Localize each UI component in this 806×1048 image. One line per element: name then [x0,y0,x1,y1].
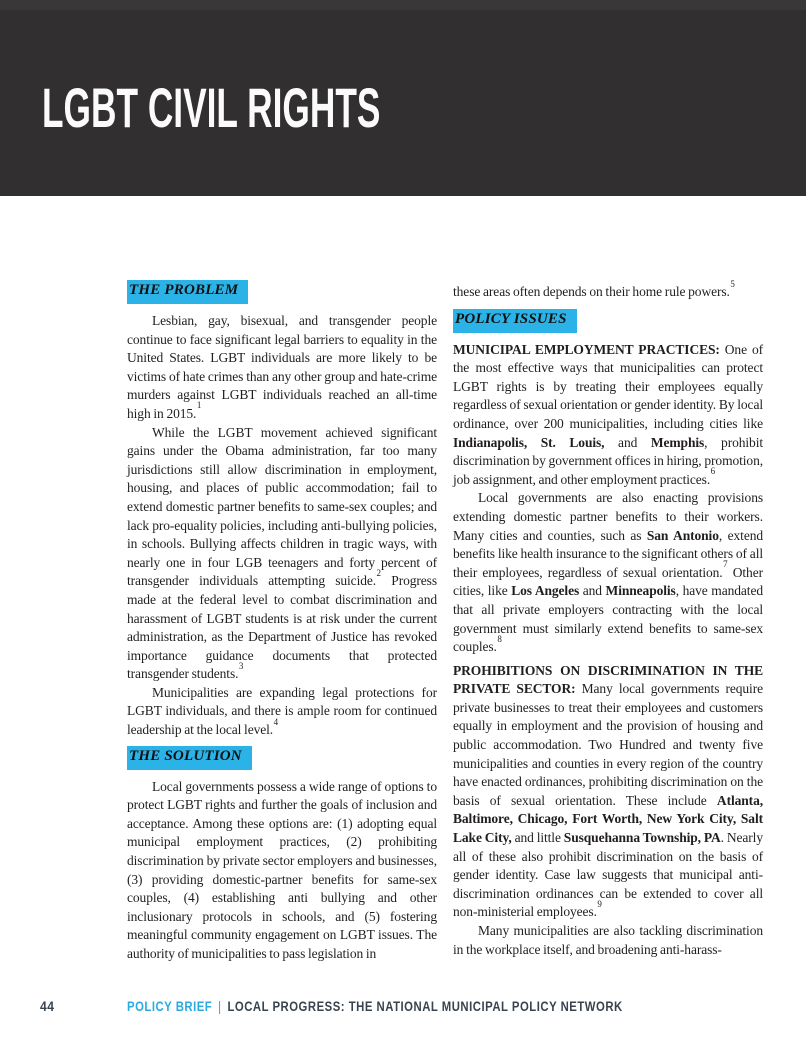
paragraph [127,312,437,424]
footnote-ref: 3 [238,660,244,671]
continuation-paragraphs [453,278,763,302]
text-run: Local governments possess a wide range of options to protect LGBT rights and further the goals of inclusion and acceptance. Among these options are: (1) adopting equal municipal employment practices, (2) prohibiting discrimination by private sector employers and businesses, (3) providing domestic-partner benefits for same-sex couples, (4) establishing anti bullying and other inclusionary protocols in schools, and (5) fostering meaningful community engagement on LGBT issues. The authority of municipalities to pass legislation in [127,778,437,961]
footnote-ref: 4 [273,716,279,727]
bold-text: Minneapolis [605,583,676,599]
bold-text: Memphis [650,434,705,450]
paragraph [453,341,763,490]
footer-brand: POLICY BRIEF [127,999,213,1014]
text-run: , prohibit discrimination by government offices in hiring, promotion, job assignment, and other employment practices. [453,434,763,487]
section-heading-policy-issues: POLICY ISSUES [453,309,577,333]
page-number: 44 [40,999,55,1014]
article-body [127,280,763,964]
bold-text: San Antonio [646,527,719,543]
right-column [453,280,763,964]
section-heading-the-problem: THE PROBLEM [127,280,248,304]
paragraph [127,424,437,684]
bold-text: Los Angeles [511,583,580,599]
paragraph [453,489,763,656]
left-column [127,280,437,964]
solution-paragraphs [127,778,437,964]
footnote-ref: 2 [376,567,382,578]
text-run: Many municipalities are also tackling discrimination in the workplace itself, and broadening anti-harass- [453,923,763,957]
paragraph [127,684,437,740]
footnote-ref: 5 [730,278,735,289]
footnote-ref: 8 [497,633,502,644]
footer-separator: | [218,999,222,1014]
paragraph [453,662,763,922]
paragraph [127,778,437,964]
footnote-ref: 7 [723,559,728,570]
page-title: LGBT CIVIL RIGHTS [42,76,381,139]
bold-text: Indianapolis, St. Louis, [453,434,605,450]
section-heading-the-solution: THE SOLUTION [127,746,252,770]
text-run: . Nearly all of these also prohibit discrimination on the basis of gender identity. Case law suggests that municipal anti-discrimination ordinances can be extended to cover all non-ministerial employees. [453,830,763,920]
footnote-ref: 9 [597,898,602,909]
paragraph [453,278,763,302]
text-run: , extend benefits like health insurance to the significant others of all their employees, regardless of sexual orientation. [453,527,764,580]
text-run: One of the most effective ways that municipalities can protect LGBT rights is by treating their employees equally regardless of sexual orientation or gender identity. By local ordinance, over 200 municipalities, including cities like [453,341,763,431]
text-run: Progress made at the federal level to combat discrimination and harassment of LGBT students is at risk under the current administration, as the Department of Justice has revoked importance guidance documents that protected transgender students. [127,573,437,682]
text-run: Many local governments require private businesses to treat their employees and customers equally in employment and the provision of housing and public accommodation. Two Hundred and twenty five municipalities and counties in every region of the country have enacted ordinances, prohibiting discrimination on the basis of sexual orientation. These include [453,681,763,808]
policy-paragraphs [453,341,763,960]
text-run: Local governments are also enacting provisions extending domestic partner benefits to their workers. Many cities and counties, such as [453,490,763,543]
text-run: , have mandated that all private employers contracting with the local government must similarly extend benefits to same-sex couples. [453,583,763,655]
bold-text: Atlanta, Baltimore, Chicago, Fort Worth, New York City, Salt Lake City, [453,792,763,846]
text-run: Municipalities are expanding legal protections for LGBT individuals, and there is ample room for continued leadership at the local level. [127,684,437,738]
bold-text: Susquehanna Township, PA [563,830,721,846]
text-run: and little [511,830,564,846]
footer-line [127,999,623,1014]
text-run: and [579,583,606,599]
paragraph [453,922,763,959]
footer-tagline: LOCAL PROGRESS: THE NATIONAL MUNICIPAL POLICY NETWORK [227,999,623,1014]
problem-paragraphs [127,312,437,740]
text-run: Other cities, like [453,564,763,599]
text-run: these areas often depends on their home rule powers. [453,284,730,299]
bold-text: MUNICIPAL EMPLOYMENT PRACTICES: [453,341,720,357]
bold-text: PROHIBITIONS ON DISCRIMINATION IN THE PRIVATE SECTOR: [453,662,763,697]
text-run: Lesbian, gay, bisexual, and transgender people continue to face significant legal barriers to equality in the United States. LGBT individuals are more likely to be victims of hate crimes than any other group and hate-crime murders against LGBT individuals reached an all-time high in 2015. [127,313,437,421]
page-header-band [0,0,806,196]
text-run: While the LGBT movement achieved significant gains under the Obama administration, far too many jurisdictions still allow discrimination in employment, housing, and places of public accommodation; fail to extend domestic partner benefits to same-sex couples; and lack pro-equality policies, including anti-bullying policies, in schools. Bullying affects children in tragic ways, with nearly one in four LGB teenagers and forty percent of transgender individuals attempting suicide. [127,424,437,589]
footnote-ref: 1 [196,400,202,411]
text-run: and [604,434,651,450]
footnote-ref: 6 [710,466,716,477]
